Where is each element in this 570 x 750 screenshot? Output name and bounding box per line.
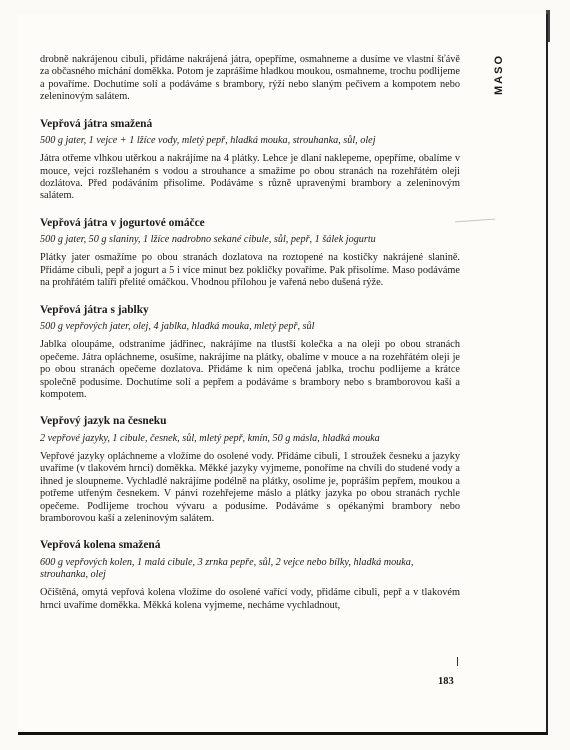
recipe-ingredients: 500 g vepřových jater, olej, 4 jablka, hladká mouka, mletý pepř, sůl — [40, 321, 315, 333]
recipe-title: Vepřová játra v jogurtové omáčce — [40, 216, 205, 229]
recipe-title: Vepřová játra s jablky — [40, 303, 149, 316]
page-content — [40, 54, 460, 612]
recipe-1 — [40, 118, 460, 203]
recipe-instructions: Plátky jater osmažíme po obou stranách dozlatova na roztopené na kostičky nakrájené slanině. Přidáme cibuli, pepř a jogurt a 5 i více minut bez pokličky povaříme. Pak přisolíme. Maso podáváme na prohřátém talíři přelité omáčkou. Vhodnou přílohou je vařená nebo dušená rýže. — [40, 252, 460, 289]
recipe-5 — [40, 539, 460, 612]
recipe-instructions: Vepřové jazyky opláchneme a vložíme do osolené vody. Přidáme cibuli, 1 stroužek česneku a jazyky uvaříme (v tlakovém hrnci) doměkka. Měkké jazyky vyjmeme, ponoříme na chvíli do studené vody a ihned je sloupneme. Vychladlé nakrájíme podélně na plátky, osolíme je, popráším pepřem, moukou a potřeme utřeným česnekem. V pánvi rozehřejeme máslo a plátky jazyka po obou stranách rychle opečeme. Podlijeme trochou vývaru a podusíme. Podáváme s opékanými brambory nebo bramborovou kaší a zeleninovým salátem. — [40, 450, 460, 524]
intro-paragraph: drobně nakrájenou cibuli, přidáme nakrájená játra, opepříme, osmahneme a dusíme ve vlastní šťávě za občasného míchání doměkka. Potom je zaprášíme hladkou moukou, osmahneme, trochu podlijeme a povaříme. Dochutíme solí a podáváme s brambory, rýží nebo slaným pečivem a kompotem nebo zeleninovým salátem. — [40, 54, 460, 103]
recipe-title: Vepřová játra smažená — [40, 117, 153, 130]
recipe-instructions: Jablka oloupáme, odstraníme jádřinec, nakrájíme na tlustší kolečka a na oleji po obou stranách opečeme. Játra opláchneme, osušíme, nakrájíme na plátky, obalíme v mouce a na rozehřátém oleji je po obou stranách opečeme dozlatova. Přidáme k nim opečená jablka, trochu podlijeme a krátce společně podusíme. Dochutíme solí a pepřem a podáváme s brambory nebo s bramborovou kaší a kompotem. — [40, 339, 460, 400]
recipe-ingredients: 2 vepřové jazyky, 1 cibule, česnek, sůl, mletý pepř, kmín, 50 g másla, hladká mouka — [40, 432, 380, 444]
recipe-ingredients: 500 g jater, 1 vejce + 1 lžíce vody, mletý pepř, hladká mouka, strouhanka, sůl, olej — [40, 135, 376, 147]
recipe-ingredients: 600 g vepřových kolen, 1 malá cibule, 3 zrnka pepře, sůl, 2 vejce nebo bílky, hladká mouka, strouhanka, olej — [40, 556, 414, 580]
recipe-3 — [40, 304, 460, 402]
recipe-instructions: Očištěná, omytá vepřová kolena vložíme do osolené vařící vody, přidáme cibuli, pepř a v tlakovém hrnci uvaříme doměkka. Měkká kolena vyjmeme, necháme vychladnout, — [40, 587, 460, 611]
recipe-ingredients: 500 g jater, 50 g slaniny, 1 lžíce nadrobno sekané cibule, sůl, pepř, 1 šálek jogurtu — [40, 234, 376, 246]
section-tab: MASO — [493, 54, 505, 96]
page-number: 183 — [438, 676, 454, 687]
recipe-title: Vepřová kolena smažená — [40, 539, 161, 552]
recipe-title: Vepřový jazyk na česneku — [40, 415, 167, 428]
recipe-4 — [40, 415, 460, 525]
recipe-instructions: Játra otřeme vlhkou utěrkou a nakrájíme na 4 plátky. Lehce je dlaní naklepeme, opepříme, obalíme v mouce, vejci rozšlehaném s vodou a strouhance a smažíme po obou stranách na rozehřátém oleji dozlátova. Před podáváním přisolíme. Podáváme s různě upravenými brambory a zeleninovým salátem. — [40, 153, 460, 202]
margin-tick — [457, 657, 458, 666]
recipe-2 — [40, 217, 460, 290]
